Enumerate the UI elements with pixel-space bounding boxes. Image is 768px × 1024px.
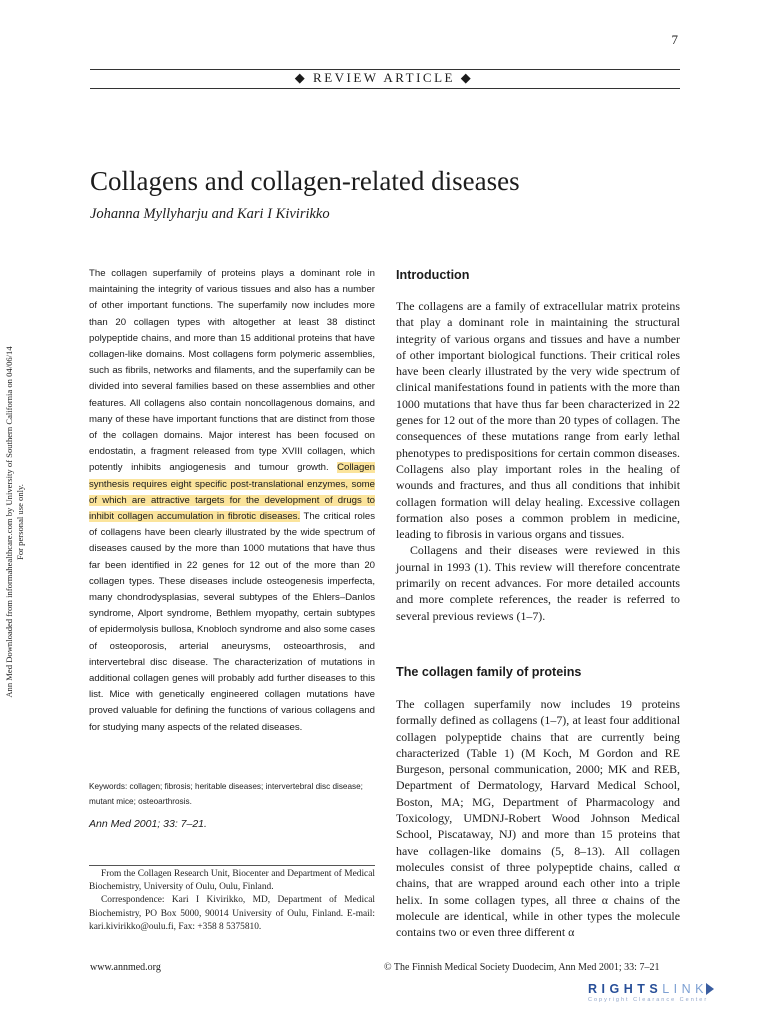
- introduction-heading: Introduction: [396, 268, 470, 282]
- abstract-highlight[interactable]: Collagen synthesis requires eight specific post-translational enzymes, some of which are attractive targets for the development of drugs to inhibit collagen accumulation in fibrotic diseases.: [89, 462, 375, 523]
- rightslink-arrow-icon: [706, 983, 714, 995]
- introduction-paragraph: The collagens are a family of extracellular matrix proteins that play a dominant role in maintaining the structural integrity of various organs and tissues and have a number of other important biological functions. Their critical roles have been clearly illustrated by the very wide spectrum of clinical manifestations found in patients with the more than 1000 mutations that have thus far been characterized in 22 genes for 12 out of the more than 20 types of collagen. The consequences of these mutations range from early lethal phenotypes to predispositions for certain common diseases. Collagens also play important roles in the healing of wounds and fractures, and thus all conditions that inhibit collagen formation will delay healing. Excessive collagen formation also poses a common problem in medicine, leading to fibrosis in various organs and tissues.: [396, 299, 680, 542]
- abstract-text-start: The collagen superfamily of proteins plays a dominant role in maintaining the integrity of various tissues and also has a number of other important functions. The superfamily now includes more than 20 collagen types with altogether at least 38 distinct polypeptide chains, and more than 15 additional proteins that have collagen-like domains. Most collagens form polymeric assemblies, such as fibrils, networks and filaments, and the superfamily can be divided into several families based on these assemblies and other features. All collagens also contain noncollagenous domains, and many of these have important functions that are distinct from those of the collagen domains. Major interest has been focused on endostatin, a fragment released from type XVIII collagen, which potently inhibits angiogenesis and tumour growth.: [89, 268, 375, 474]
- footnote: [89, 868, 375, 934]
- section-heading-introduction: [396, 268, 680, 282]
- collagen-family-body: [396, 696, 680, 940]
- introduction-body: [396, 298, 680, 624]
- collagen-family-paragraph: The collagen superfamily now includes 19 proteins formally defined as collagens (1–7), at least four additional collagen polypeptide chains that are currently being characterized (Table 1) (M Koch, M Gordon and RE Burgeson, personal communication, 2000; MK and REB, Department of Dermatology, Harvard Medical School, Boston, MA; MG, Department of Pharmacology and Toxicology, UMDNJ-Robert Wood Johnson Medical School, Piscataway, NJ) and more than 15 proteins that have collagen-like domains (5, 8–13). All collagen molecules consist of three polypeptide chains, called α chains, that are wrapped around each other into a triple helix. In some collagen types, all three α chains of the molecule are identical, while in other types the molecule contains two or even three different α: [396, 697, 680, 940]
- rightslink-rights-text: RIGHTS: [588, 982, 663, 996]
- introduction-paragraph: Collagens and their diseases were reviewed in this journal in 1993 (1). This review will therefore concentrate primarily on recent advances. For more detailed accounts and more complete references, the reader is referred to several previous reviews (1–7).: [396, 543, 680, 623]
- download-notice: [4, 296, 26, 748]
- download-notice-line2: For personal use only.: [15, 484, 25, 560]
- footnote-correspondence: Correspondence: Kari I Kivirikko, MD, Department of Medical Biochemistry, PO Box 5000, 90014 University of Oulu, Finland. E-mail: kari.kivirikko@oulu.fi, Fax: +358 8 5375810.: [89, 895, 375, 932]
- citation: Ann Med 2001; 33: 7–21.: [89, 818, 207, 830]
- section-label: ◆ REVIEW ARTICLE ◆: [294, 70, 474, 85]
- section-heading-collagen-family: [396, 665, 680, 679]
- keywords: Keywords: collagen; fibrosis; heritable diseases; intervertebral disc disease; mutant mice; osteoarthrosis.: [89, 782, 363, 806]
- download-notice-line1: Ann Med Downloaded from informahealthcare.com by University of Southern California on 04/06/14: [4, 346, 14, 698]
- rightslink-logo[interactable]: [588, 982, 768, 1014]
- rightslink-subtitle: Copyright Clearance Center: [588, 997, 709, 1003]
- abstract: [89, 266, 375, 736]
- footer-url-link[interactable]: www.annmed.org: [90, 962, 161, 973]
- page-number: 7: [671, 32, 678, 47]
- article-title: Collagens and collagen-related diseases: [90, 166, 520, 196]
- rightslink-link-text: LINK: [662, 982, 709, 996]
- header-rule-bottom: [90, 88, 680, 89]
- collagen-family-heading: The collagen family of proteins: [396, 665, 582, 679]
- footnote-rule: [89, 865, 375, 866]
- footnote-affiliation: From the Collagen Research Unit, Biocenter and Department of Medical Biochemistry, University of Oulu, Oulu, Finland.: [89, 869, 375, 893]
- abstract-text-end: The critical roles of collagens have been clearly illustrated by the wide spectrum of diseases caused by the more than 1000 mutations that have thus far been identified in 22 genes for 12 out of the more than 20 collagen types. These diseases include osteogenesis imperfecta, many chondrodysplasias, several subtypes of the Ehlers–Danlos syndrome, Alport syndrome, Bethlem myopathy, certain subtypes of epidermolysis bullosa, Knobloch syndrome and also some cases of osteoporosis, arterial aneurysms, osteoarthrosis, and intervertebral disc disease. The characterization of mutations in additional collagen genes will probably add further diseases to this list. Mice with genetically engineered collagen mutations have proved valuable for defining the functions of various collagens and for studying many aspects of the related diseases.: [89, 511, 375, 733]
- footer-copyright: © The Finnish Medical Society Duodecim, Ann Med 2001; 33: 7–21: [384, 962, 660, 973]
- article-authors: Johanna Myllyharju and Kari I Kivirikko: [90, 206, 330, 222]
